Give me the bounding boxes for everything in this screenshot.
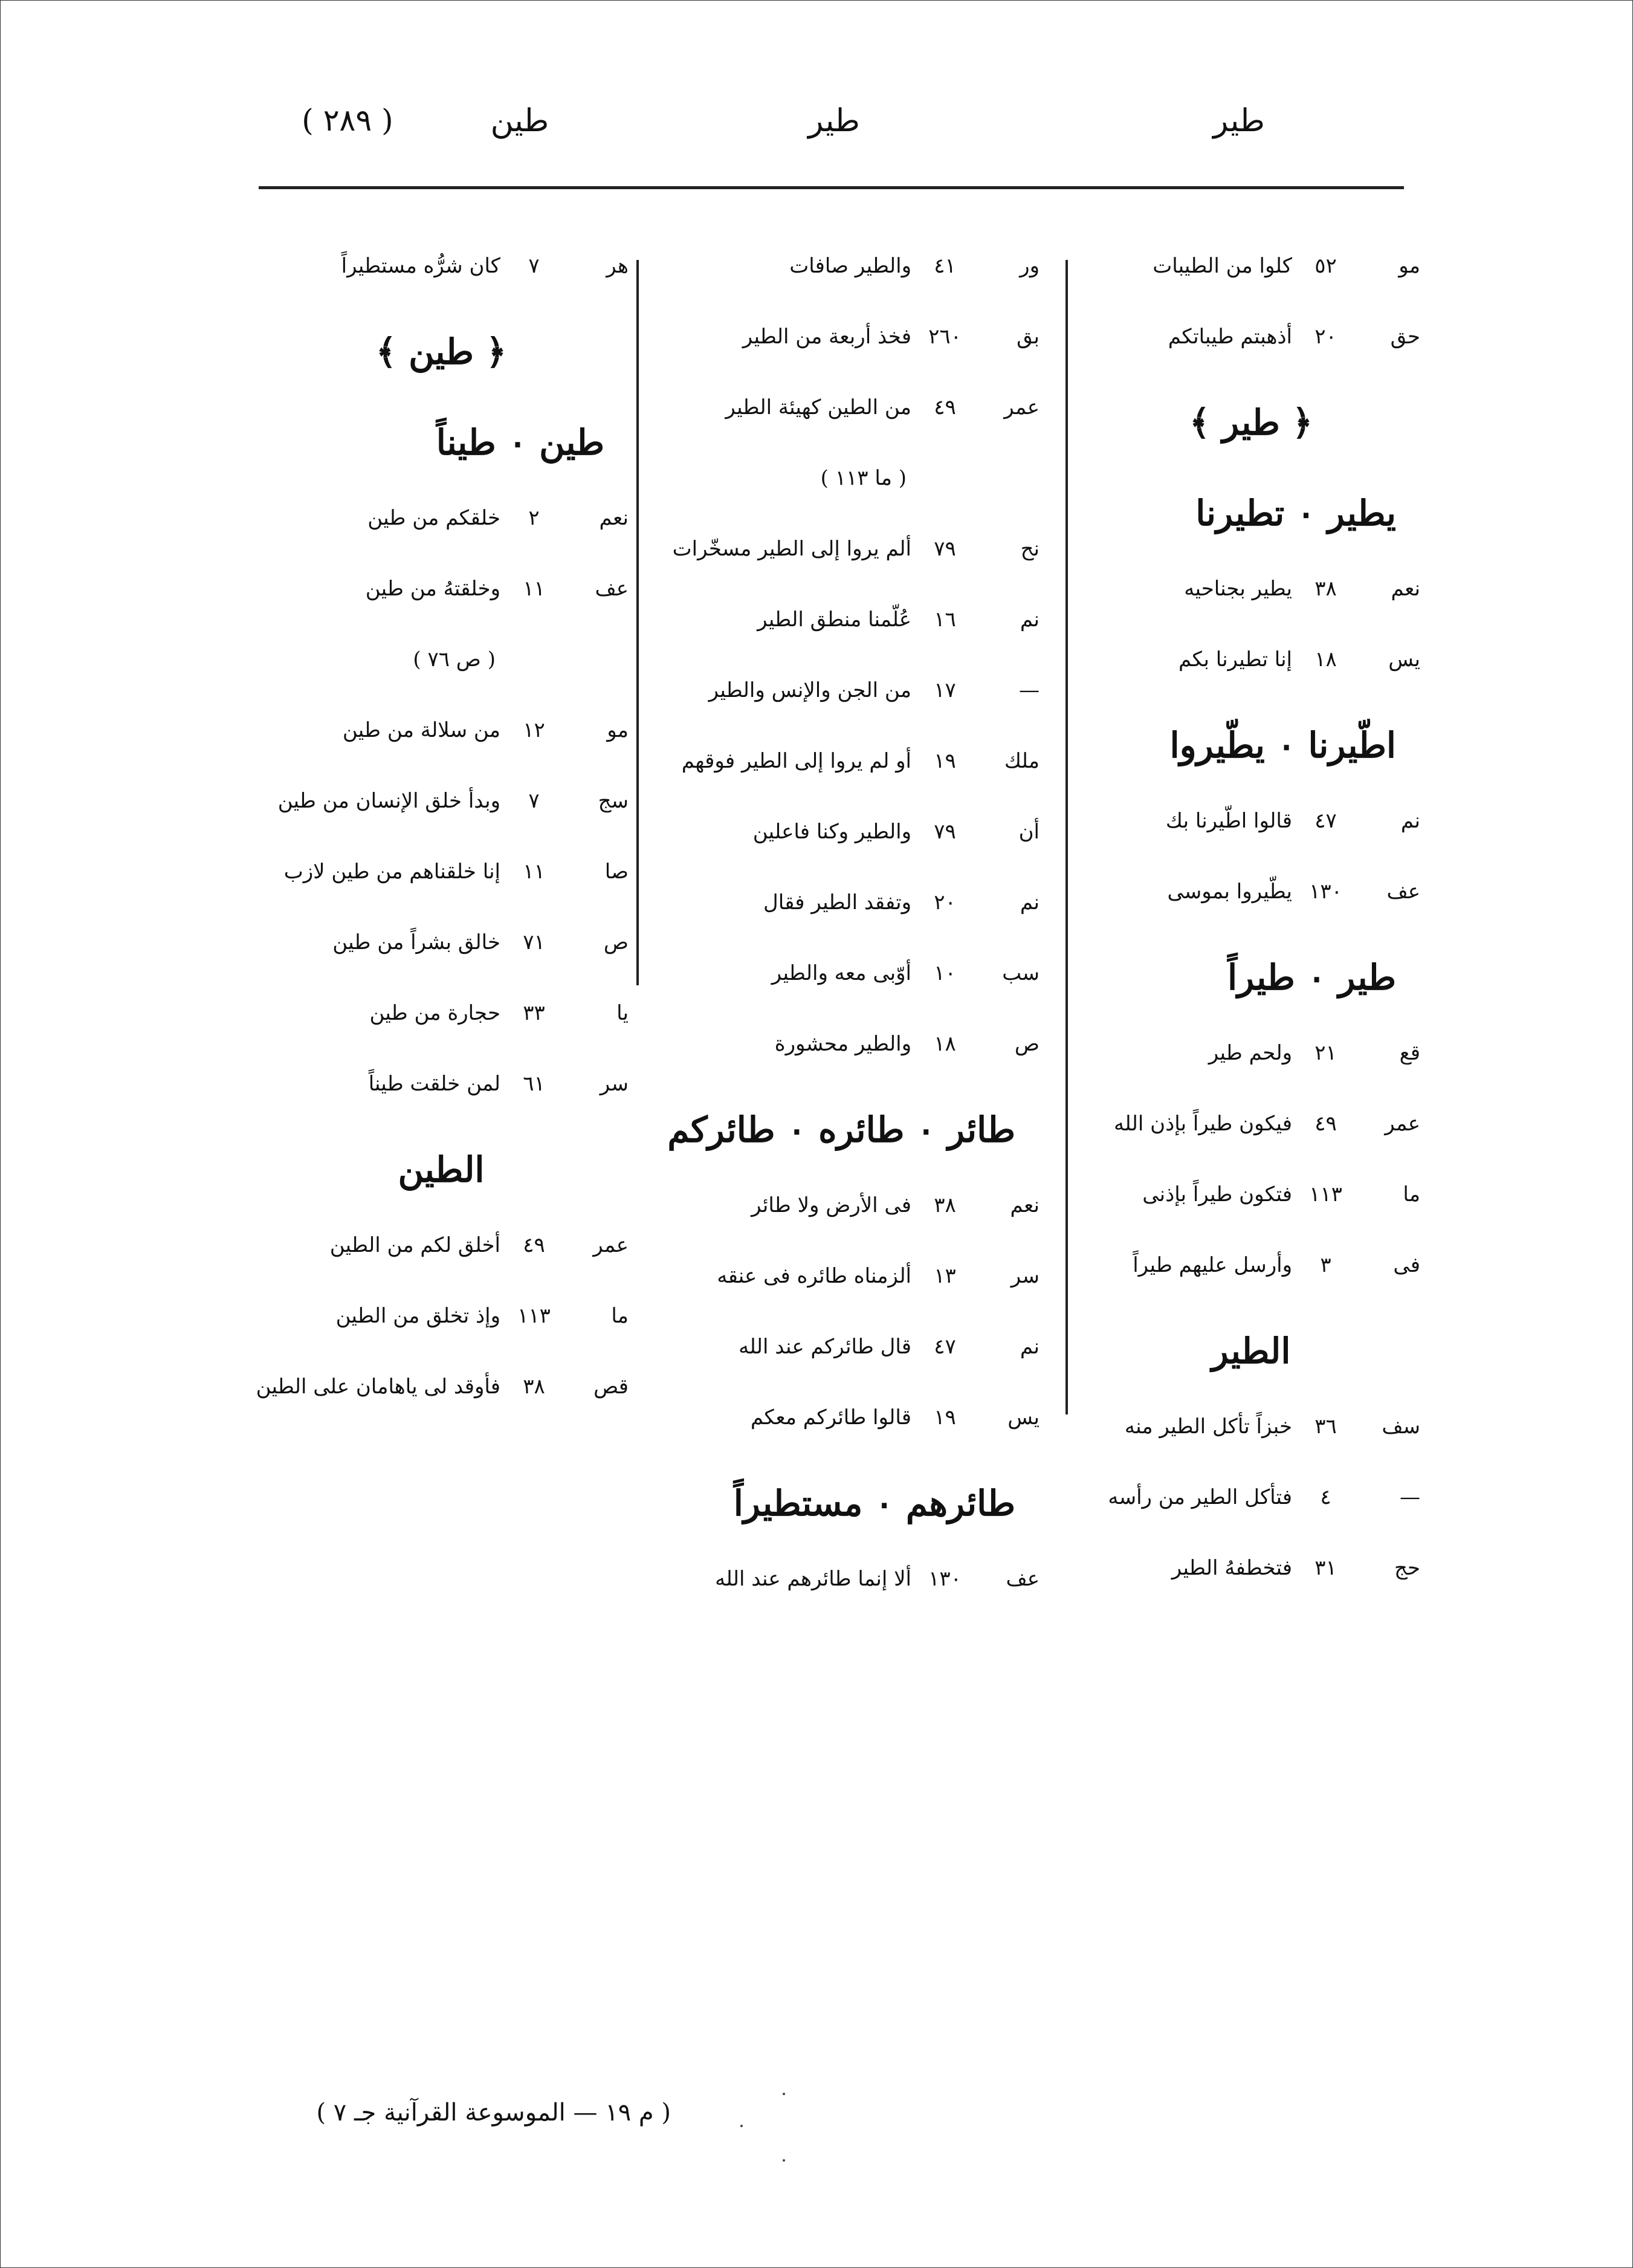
- verse-fragment: ألزمناه طائره فى عنقه: [717, 1264, 911, 1288]
- surah-abbrev: قص: [593, 1375, 629, 1399]
- cross-reference: ( ص ٧٦ ): [413, 647, 496, 672]
- verse-number: ١٢: [523, 718, 545, 742]
- entry-line: [653, 1249, 1040, 1320]
- scan-speck: [740, 2125, 743, 2127]
- verse-number: ٧: [528, 789, 540, 813]
- entry-line: [1082, 1026, 1420, 1097]
- surah-abbrev: ما: [611, 1304, 629, 1328]
- verse-fragment: وأرسل عليهم طيراً: [1133, 1253, 1292, 1277]
- header-rule: [259, 186, 1404, 189]
- entry-line: [653, 805, 1040, 875]
- surah-abbrev: يا: [616, 1001, 629, 1025]
- entry-line: [1082, 1399, 1420, 1470]
- verse-fragment: فى الأرض ولا طائر: [751, 1193, 911, 1217]
- entry-line: [653, 1017, 1040, 1087]
- verse-fragment: ولحم طير: [1208, 1041, 1292, 1065]
- surah-abbrev: نم: [1020, 890, 1040, 915]
- entry-line: [254, 703, 629, 774]
- column-left: [254, 239, 629, 1430]
- surah-abbrev: صا: [604, 860, 629, 884]
- surah-abbrev: نح: [1020, 537, 1040, 561]
- verse-fragment: خالق بشراً من طين: [332, 930, 500, 954]
- entry-line: [1082, 239, 1420, 309]
- entry-line: [653, 1320, 1040, 1390]
- verse-number: ١١: [523, 860, 545, 884]
- entry-line: [653, 663, 1040, 734]
- word-forms-heading: اطّيرنا ۰ يطّيروا: [1169, 725, 1396, 766]
- surah-abbrev: قع: [1399, 1041, 1420, 1065]
- verse-fragment: كان شرُّه مستطيراً: [341, 254, 500, 278]
- verse-number: ٣٨: [523, 1375, 545, 1399]
- surah-abbrev: سج: [598, 789, 629, 813]
- surah-abbrev: ملك: [1004, 749, 1040, 773]
- verse-fragment: أو لم يروا إلى الطير فوقهم: [681, 749, 911, 773]
- verse-number: ١١٣: [1309, 1182, 1342, 1207]
- root-heading: ﴿ طين ﴾: [375, 331, 507, 372]
- verse-fragment: فأوقد لى ياهامان على الطين: [256, 1375, 500, 1399]
- verse-fragment: قالوا طائركم معكم: [750, 1405, 911, 1430]
- surah-abbrev: يس: [1007, 1405, 1040, 1430]
- verse-number: ١١: [523, 577, 545, 601]
- entry-line: [254, 1359, 629, 1430]
- surah-abbrev: ما: [1403, 1182, 1420, 1207]
- surah-abbrev: سر: [600, 1072, 629, 1096]
- verse-fragment: وبدأ خلق الإنسان من طين: [277, 789, 500, 813]
- verse-fragment: خلقكم من طين: [367, 506, 500, 530]
- surah-abbrev: أن: [1018, 820, 1040, 844]
- surah-abbrev: ص: [603, 930, 629, 954]
- surah-abbrev: عف: [1006, 1567, 1040, 1591]
- verse-fragment: وإذ تخلق من الطين: [335, 1304, 500, 1328]
- verse-fragment: فتكون طيراً بإذنى: [1142, 1182, 1292, 1207]
- verse-number: ٢٠: [1314, 325, 1337, 349]
- entry-line: [653, 239, 1040, 309]
- verse-number: ١٩: [934, 1405, 956, 1430]
- surah-abbrev: مو: [1399, 254, 1420, 278]
- verse-fragment: ألا إنما طائرهم عند الله: [715, 1567, 911, 1591]
- surah-abbrev: نعم: [599, 506, 629, 530]
- verse-number: ٤: [1320, 1485, 1331, 1509]
- surah-abbrev: عف: [1386, 880, 1420, 904]
- entry-line: [1082, 1541, 1420, 1612]
- verse-number: ٢٠: [934, 890, 956, 915]
- column-right: [1082, 239, 1420, 1612]
- verse-number: ٥٢: [1314, 254, 1337, 278]
- verse-number: ١٣٠: [928, 1567, 962, 1591]
- verse-fragment: والطير صافات: [789, 254, 911, 278]
- surah-abbrev: —: [1400, 1485, 1420, 1509]
- entry-line: [653, 1552, 1040, 1622]
- verse-fragment: من الطين كهيئة الطير: [725, 395, 911, 420]
- verse-fragment: كلوا من الطيبات: [1153, 254, 1292, 278]
- verse-number: ١٧: [934, 678, 956, 702]
- verse-fragment: من سلالة من طين: [342, 718, 500, 742]
- verse-number: ٤٧: [934, 1335, 956, 1359]
- surah-abbrev: عف: [595, 577, 629, 601]
- entry-line: [653, 1390, 1040, 1461]
- word-forms-heading: طائرهم ۰ مستطيراً: [733, 1483, 1015, 1524]
- verse-fragment: خبزاً تأكل الطير منه: [1124, 1414, 1292, 1439]
- entry-line: [1082, 1167, 1420, 1238]
- column-divider-right: [1065, 260, 1068, 1414]
- verse-number: ١٨: [934, 1032, 956, 1056]
- verse-number: ٧: [528, 254, 540, 278]
- entry-line: [254, 491, 629, 562]
- verse-fragment: فيكون طيراً بإذن الله: [1114, 1112, 1292, 1136]
- entry-line: [254, 844, 629, 915]
- header-left-word: طين: [490, 103, 549, 139]
- column-divider-left: [636, 260, 639, 985]
- surah-abbrev: نعم: [1010, 1193, 1040, 1217]
- verse-fragment: من الجن والإنس والطير: [708, 678, 911, 702]
- verse-fragment: والطير وكنا فاعلين: [752, 820, 911, 844]
- entry-line: [1082, 794, 1420, 864]
- verse-fragment: فخذ أربعة من الطير: [742, 325, 911, 349]
- verse-number: ٤٧: [1314, 809, 1337, 833]
- page-header: [0, 103, 1633, 169]
- verse-number: ٧١: [523, 930, 545, 954]
- verse-fragment: ألم يروا إلى الطير مسخّرات: [672, 537, 911, 561]
- verse-fragment: أخلق لكم من الطين: [329, 1233, 500, 1257]
- footer-note: ( م ١٩ — الموسوعة القرآنية جـ ٧ ): [316, 2099, 671, 2127]
- surah-abbrev: ص: [1014, 1032, 1040, 1056]
- verse-fragment: حجارة من طين: [369, 1001, 500, 1025]
- verse-number: ٣١: [1314, 1556, 1337, 1580]
- entry-line: [254, 239, 629, 309]
- surah-abbrev: حج: [1394, 1556, 1420, 1580]
- word-forms-heading: طائر ۰ طائره ۰ طائركم: [667, 1109, 1015, 1150]
- entry-line: [254, 986, 629, 1057]
- verse-fragment: وتفقد الطير فقال: [763, 890, 911, 915]
- verse-fragment: وخلقتهُ من طين: [365, 577, 500, 601]
- surah-abbrev: هر: [606, 254, 629, 278]
- verse-number: ٣٦: [1314, 1414, 1337, 1439]
- word-forms-heading: يطير ۰ تطيرنا: [1195, 493, 1396, 534]
- surah-abbrev: سر: [1011, 1264, 1040, 1288]
- verse-number: ٦١: [523, 1072, 545, 1096]
- verse-number: ١٨: [1314, 647, 1337, 672]
- column-middle: [653, 239, 1040, 1622]
- entry-line: [254, 774, 629, 844]
- entry-line: [254, 562, 629, 632]
- entry-line: [1082, 309, 1420, 380]
- verse-number: ١١٣: [517, 1304, 551, 1328]
- verse-fragment: قالوا اطّيرنا بك: [1165, 809, 1292, 833]
- surah-abbrev: فى: [1393, 1253, 1420, 1277]
- entry-line: [1082, 1470, 1420, 1541]
- word-forms-heading: طير ۰ طيراً: [1227, 957, 1396, 998]
- verse-fragment: إنا تطيرنا بكم: [1179, 647, 1292, 672]
- verse-number: ١٩: [934, 749, 956, 773]
- verse-fragment: لمن خلقت طيناً: [368, 1072, 500, 1096]
- entry-line: [1082, 1238, 1420, 1309]
- verse-fragment: عُلّمنا منطق الطير: [757, 608, 911, 632]
- verse-number: ٢٦٠: [928, 325, 962, 349]
- surah-abbrev: —: [1019, 678, 1040, 702]
- verse-number: ٣٣: [523, 1001, 545, 1025]
- verse-fragment: يطير بجناحيه: [1184, 577, 1292, 601]
- header-center-word: طير: [808, 103, 860, 139]
- verse-fragment: يطّيروا بموسى: [1167, 880, 1292, 904]
- root-heading: ﴿ طير ﴾: [1189, 402, 1313, 443]
- entry-line: [653, 734, 1040, 805]
- verse-number: ١٣: [934, 1264, 956, 1288]
- surah-abbrev: بق: [1017, 325, 1040, 349]
- verse-number: ٤٩: [1314, 1112, 1337, 1136]
- verse-fragment: أوّبى معه والطير: [771, 961, 911, 985]
- surah-abbrev: ور: [1020, 254, 1040, 278]
- page-number: ( ٢٨٩ ): [302, 103, 393, 138]
- surah-abbrev: سب: [1002, 961, 1040, 985]
- verse-fragment: قال طائركم عند الله: [739, 1335, 911, 1359]
- surah-abbrev: عمر: [1385, 1112, 1420, 1136]
- verse-fragment: فتأكل الطير من رأسه: [1108, 1485, 1292, 1509]
- verse-number: ٧٩: [934, 820, 956, 844]
- verse-fragment: فتخطفهُ الطير: [1171, 1556, 1292, 1580]
- entry-line: [1082, 1097, 1420, 1167]
- entry-line: [254, 1289, 629, 1359]
- root-heading: الطين: [398, 1149, 485, 1190]
- surah-abbrev: مو: [607, 718, 629, 742]
- verse-number: ٣: [1320, 1253, 1331, 1277]
- surah-abbrev: حق: [1390, 325, 1420, 349]
- entry-line: [653, 522, 1040, 592]
- surah-abbrev: نم: [1020, 1335, 1040, 1359]
- surah-abbrev: نم: [1020, 608, 1040, 632]
- surah-abbrev: نعم: [1391, 577, 1420, 601]
- surah-abbrev: يس: [1388, 647, 1420, 672]
- verse-number: ٤٩: [523, 1233, 545, 1257]
- verse-number: ٣٨: [934, 1193, 956, 1217]
- entry-line: [254, 1057, 629, 1127]
- entry-line: [254, 1218, 629, 1289]
- entry-line: [653, 875, 1040, 946]
- cross-reference: ( ما ١١٣ ): [820, 466, 907, 490]
- verse-number: ٤١: [934, 254, 956, 278]
- entry-line: [1082, 632, 1420, 703]
- root-heading: الطير: [1211, 1330, 1291, 1372]
- verse-number: ١٣٠: [1309, 880, 1342, 904]
- verse-number: ٤٩: [934, 395, 956, 420]
- verse-fragment: أذهبتم طيباتكم: [1168, 325, 1292, 349]
- verse-number: ١٦: [934, 608, 956, 632]
- verse-fragment: إنا خلقناهم من طين لازب: [283, 860, 500, 884]
- verse-number: ٣٨: [1314, 577, 1337, 601]
- entry-line: [1082, 562, 1420, 632]
- entry-line: [653, 380, 1040, 451]
- verse-number: ٢١: [1314, 1041, 1337, 1065]
- surah-abbrev: نم: [1400, 809, 1420, 833]
- entry-line: [653, 946, 1040, 1017]
- surah-abbrev: عمر: [593, 1233, 629, 1257]
- verse-number: ٢: [528, 506, 540, 530]
- scan-speck: [783, 2159, 785, 2162]
- entry-line: [653, 1178, 1040, 1249]
- word-forms-heading: طين ۰ طيناً: [436, 422, 604, 463]
- entry-line: [653, 309, 1040, 380]
- header-right-word: طير: [1213, 103, 1265, 139]
- scan-speck: [783, 2093, 785, 2095]
- surah-abbrev: عمر: [1004, 395, 1040, 420]
- entry-line: [254, 915, 629, 986]
- verse-fragment: والطير محشورة: [774, 1032, 911, 1056]
- entry-line: [653, 592, 1040, 663]
- verse-number: ١٠: [934, 961, 956, 985]
- entry-line: [1082, 864, 1420, 935]
- surah-abbrev: سف: [1382, 1414, 1420, 1439]
- verse-number: ٧٩: [934, 537, 956, 561]
